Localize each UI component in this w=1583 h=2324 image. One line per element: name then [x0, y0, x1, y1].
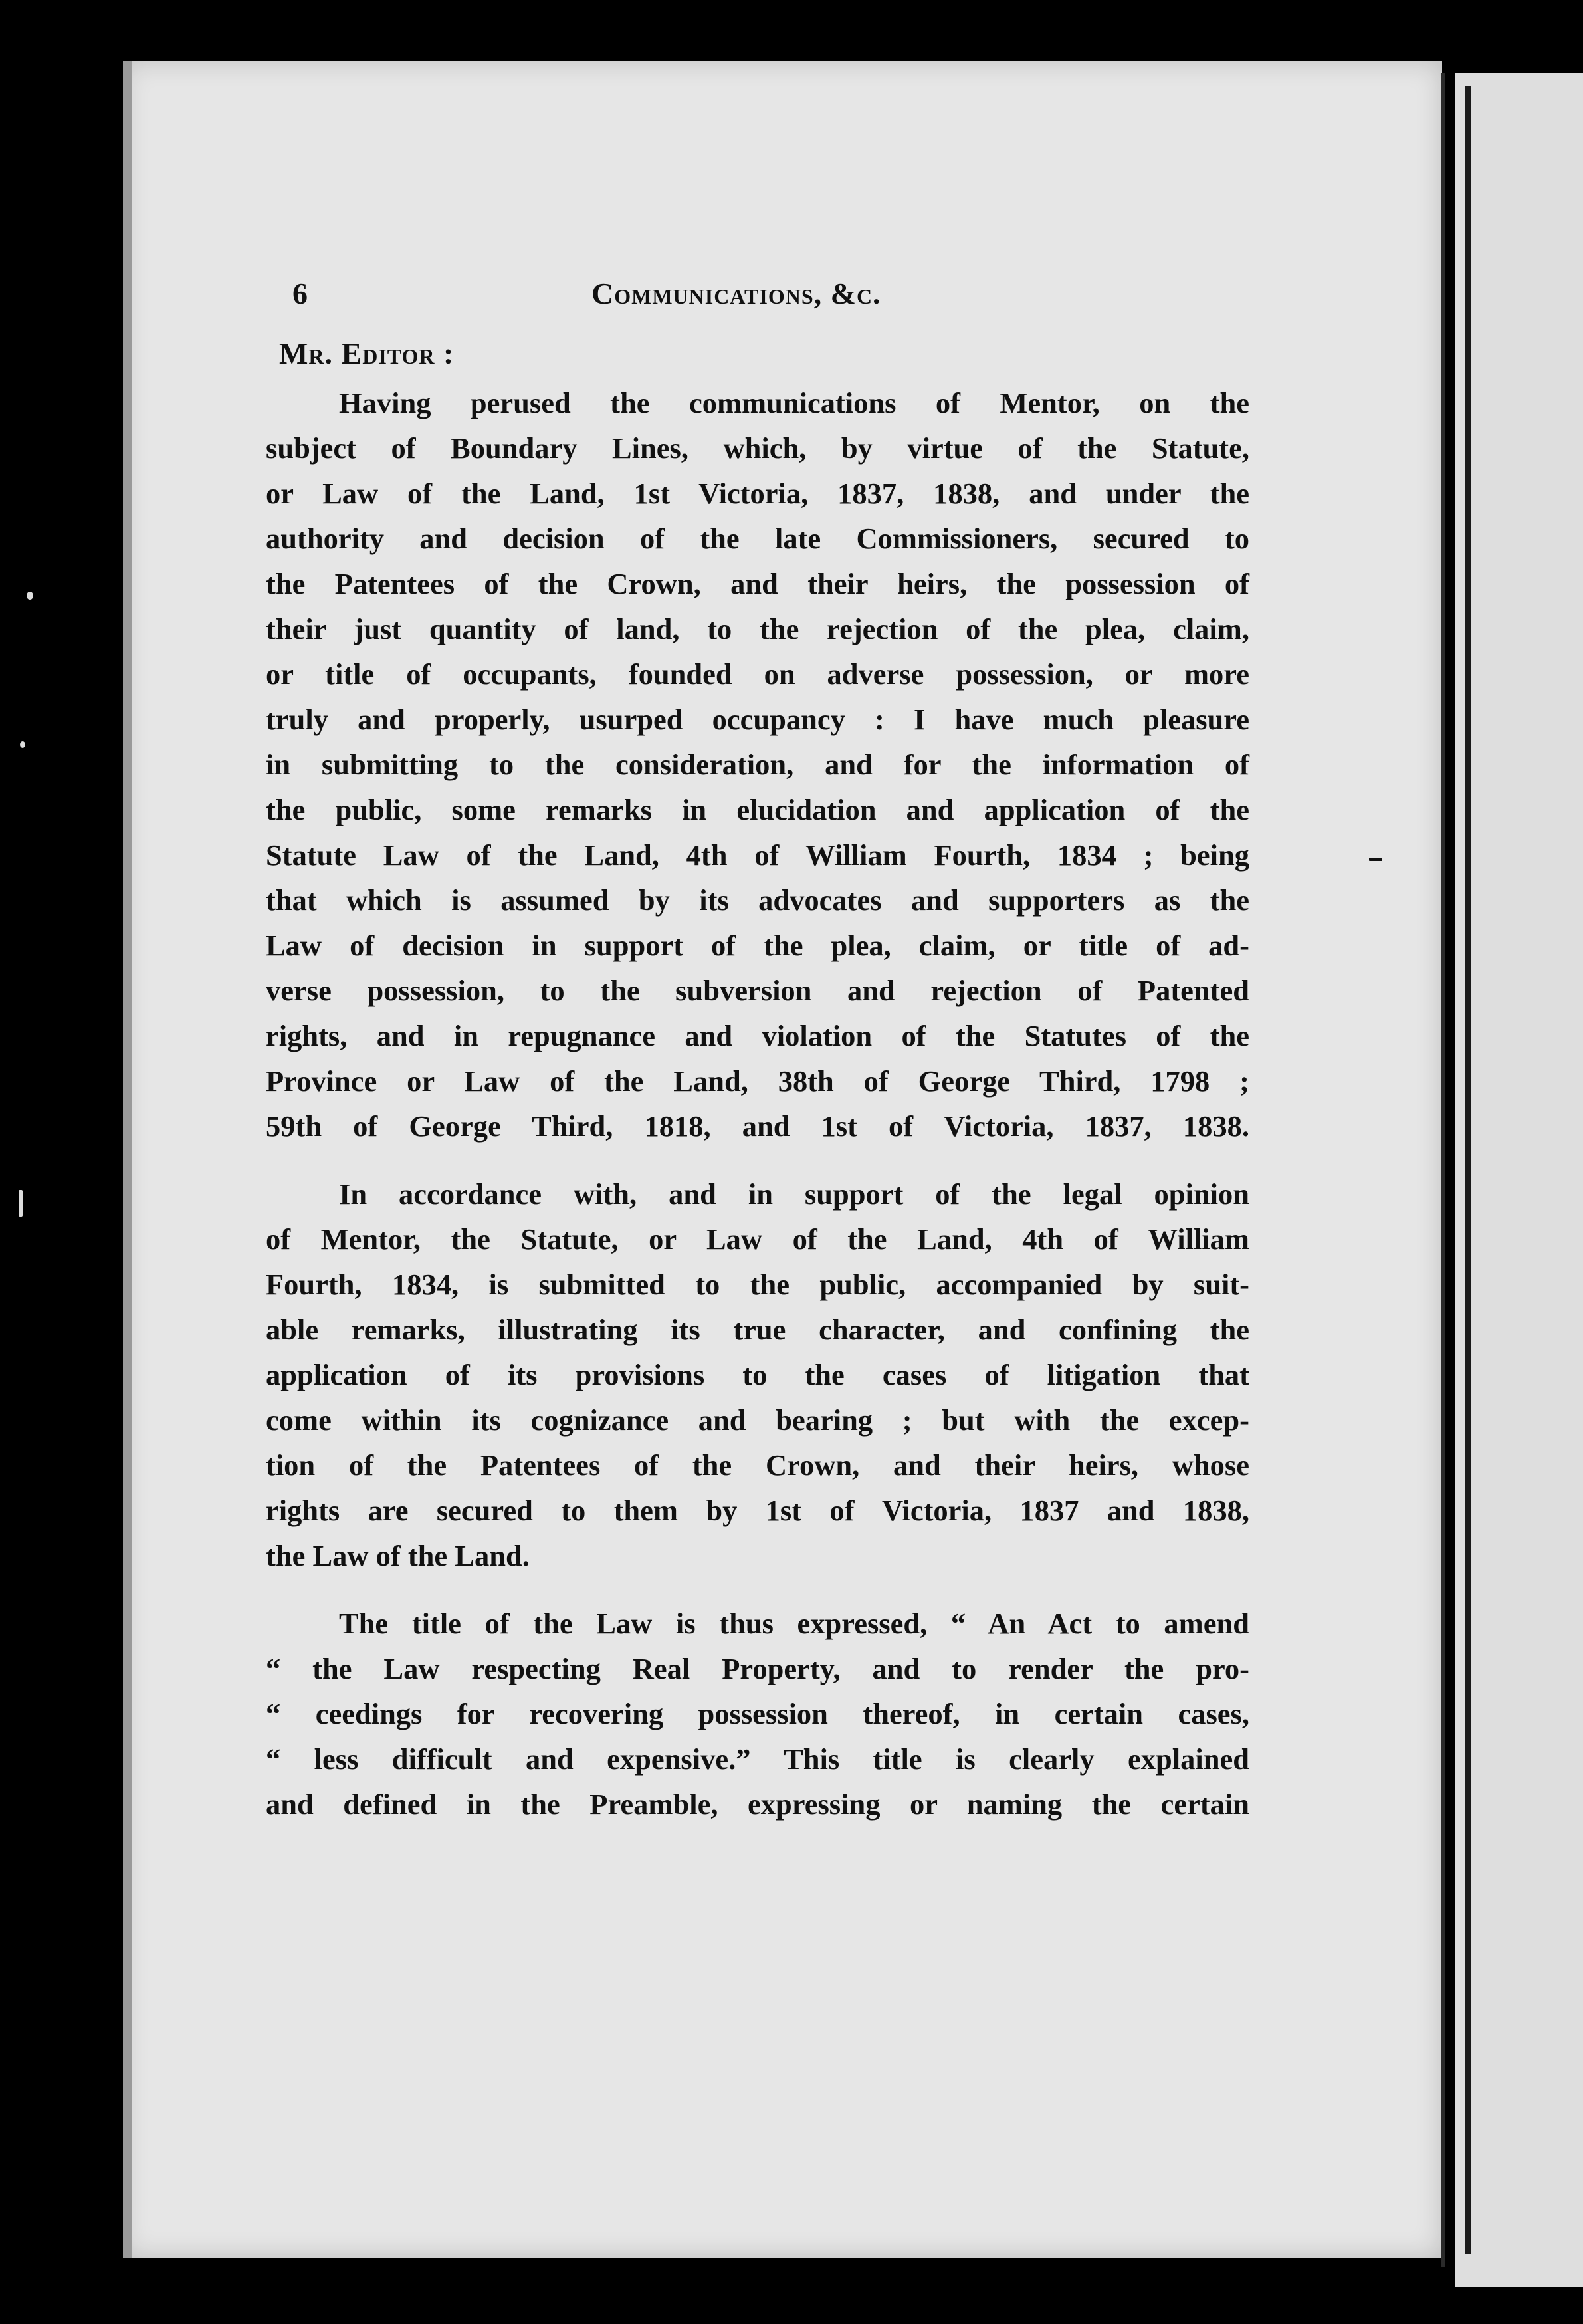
text-line: Having perused the communications of Mentor, on the — [339, 386, 1249, 419]
gutter-line — [1441, 73, 1445, 2267]
text-line: In accordance with, and in support of the legal opinion — [339, 1177, 1249, 1211]
text-line: Statute Law of the Land, 4th of William Fourth, 1834 ; being — [266, 838, 1249, 872]
scan-speck — [19, 1190, 23, 1217]
facing-page — [1455, 73, 1583, 2287]
text-line: or title of occupants, founded on adverse possession, or more — [266, 657, 1249, 691]
scan-speck — [20, 741, 25, 748]
paragraph-1 — [266, 380, 1249, 1149]
salutation: Mr. Editor : — [279, 336, 455, 370]
text-line: The title of the Law is thus expressed, “ An Act to amend — [339, 1607, 1249, 1640]
text-line: or Law of the Land, 1st Victoria, 1837, 1838, and under the — [266, 477, 1249, 510]
text-line: subject of Boundary Lines, which, by virtue of the Statute, — [266, 431, 1249, 465]
text-line: and defined in the Preamble, expressing or naming the certain — [266, 1788, 1249, 1821]
text-line: verse possession, to the subversion and rejection of Patented — [266, 974, 1249, 1007]
paragraph-2 — [266, 1171, 1249, 1578]
page-number: 6 — [292, 277, 308, 310]
text-line: “ the Law respecting Real Property, and to render the pro- — [266, 1652, 1249, 1685]
text-line: “ ceedings for recovering possession thereof, in certain cases, — [266, 1697, 1249, 1730]
text-line: truly and properly, usurped occupancy : I have much pleasure — [266, 703, 1249, 736]
text-line: the Patentees of the Crown, and their heirs, the possession of — [266, 567, 1249, 600]
text-line: that which is assumed by its advocates and supporters as the — [266, 883, 1249, 917]
text-block — [266, 276, 1249, 1849]
text-line: rights are secured to them by 1st of Victoria, 1837 and 1838, — [266, 1494, 1249, 1527]
text-line: their just quantity of land, to the rejection of the plea, claim, — [266, 612, 1249, 645]
text-line: 59th of George Third, 1818, and 1st of Victoria, 1837, 1838. — [266, 1109, 1249, 1143]
scan-speck — [27, 592, 33, 600]
page-edge — [123, 61, 132, 2258]
text-line: authority and decision of the late Commissioners, secured to — [266, 522, 1249, 555]
text-line: Law of decision in support of the plea, claim, or title of ad- — [266, 929, 1249, 962]
text-line: tion of the Patentees of the Crown, and their heirs, whose — [266, 1449, 1249, 1482]
text-line: the Law of the Land. — [266, 1539, 530, 1572]
text-line: application of its provisions to the cases of litigation that — [266, 1358, 1249, 1391]
text-line: of Mentor, the Statute, or Law of the Land, 4th of William — [266, 1222, 1249, 1256]
text-line: “ less difficult and expensive.” This title is clearly explained — [266, 1742, 1249, 1776]
text-line: come within its cognizance and bearing ; but with the excep- — [266, 1403, 1249, 1437]
text-line: able remarks, illustrating its true character, and confining the — [266, 1313, 1249, 1346]
facing-page-rule — [1465, 86, 1471, 2254]
text-line: the public, some remarks in elucidation and application of the — [266, 793, 1249, 826]
text-line: Fourth, 1834, is submitted to the public, accompanied by suit- — [266, 1268, 1249, 1301]
text-line: in submitting to the consideration, and for the information of — [266, 748, 1249, 781]
margin-mark — [1369, 858, 1382, 861]
running-head — [266, 276, 1249, 322]
text-line: Province or Law of the Land, 38th of George Third, 1798 ; — [266, 1064, 1249, 1098]
text-line: rights, and in repugnance and violation of the Statutes of the — [266, 1019, 1249, 1052]
running-title: Communications, &c. — [591, 277, 881, 310]
paragraph-3 — [266, 1601, 1249, 1827]
